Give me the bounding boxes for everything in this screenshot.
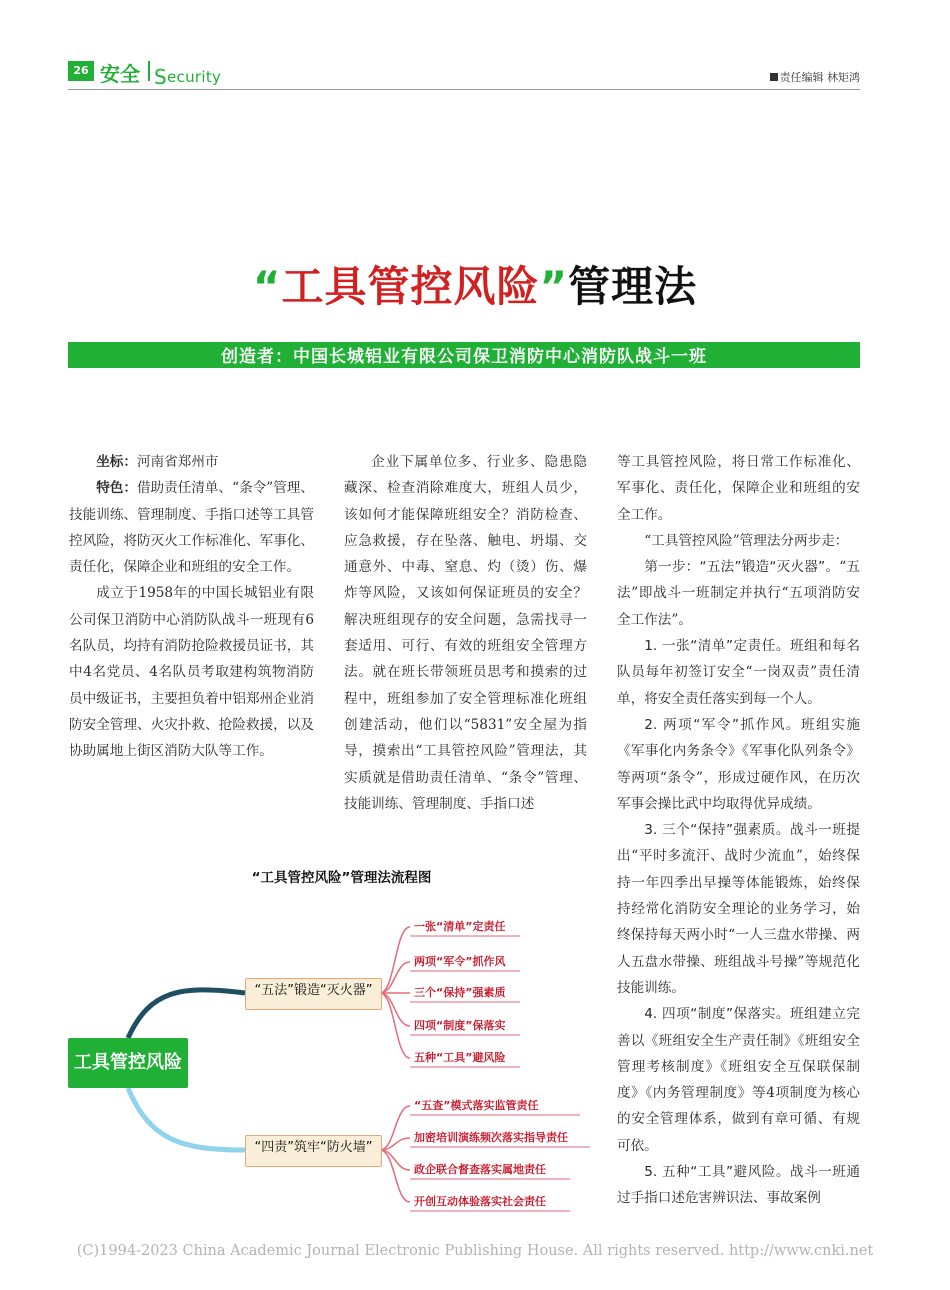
connector-branch2 <box>128 1088 245 1150</box>
mindmap-leaf: 政企联合督查落实属地责任 <box>414 1163 546 1176</box>
feature-label: 特色： <box>96 480 137 497</box>
connector-branch1 <box>128 990 245 1038</box>
feature-text: 借助责任清单、“条令”管理、技能训练、管理制度、手指口述等工具管控风险，将防灭火工作标准化、军事化、责任化，保障企业和班组的安全工作。 <box>69 480 314 576</box>
creator-text: 创造者：中国长城铝业有限公司保卫消防中心消防队战斗一班 <box>221 347 707 367</box>
section-title-cn: 安全 <box>100 62 140 86</box>
title-close-quote: ” <box>539 262 569 311</box>
mindmap-leaf: 加密培训演练频次落实指导责任 <box>414 1131 568 1144</box>
figure-title: “工具管控风险”管理法流程图 <box>251 870 432 886</box>
mindmap-leaf: 一张“清单”定责任 <box>414 920 506 933</box>
mindmap-leaf: 五种“工具”避风险 <box>414 1051 506 1064</box>
coordinate-label: 坐标： <box>96 454 137 470</box>
step-heading: 第一步：“五法”锻造“灭火器”。 <box>644 559 840 576</box>
item-heading: 3. 三个“保持”强素质。 <box>644 822 790 839</box>
step-text: “五法”即战斗一班制定并执行“五项消防安全工作法”。 <box>617 559 860 628</box>
copyright-footer: (C)1994-2023 China Academic Journal Electronic Publishing House. All rights reserved. http://www.cnki.net <box>76 1243 874 1259</box>
mindmap-leaf: 四项“制度”保落实 <box>414 1019 506 1032</box>
connector-leaf <box>380 993 410 1026</box>
item-heading: 4. 四项“制度”保落实。 <box>644 1006 790 1023</box>
mindmap-leaf: “五查”模式落实监管责任 <box>414 1099 539 1112</box>
mindmap-branch-node: “五法”锻造“灭火器” <box>245 978 382 1010</box>
item-heading: 5. 五种“工具”避风险。 <box>644 1164 790 1181</box>
item-text: 战斗一班通过手指口述危害辨识法、事故案例 <box>617 1164 860 1207</box>
connector-leaf <box>380 1150 410 1170</box>
title-highlight: 工具管控风险 <box>281 262 540 311</box>
paragraph: “工具管控风险”管理法分两步走： <box>644 532 849 549</box>
title-open-quote: “ <box>252 262 282 311</box>
paragraph: 等工具管控风险，将日常工作标准化、军事化、责任化，保障企业和班组的安全工作。 <box>617 454 860 523</box>
connector-leaf <box>380 1150 410 1202</box>
section-initial: S <box>154 65 167 89</box>
page-number: 26 <box>68 61 94 81</box>
paragraph: 成立于1958年的中国长城铝业有限公司保卫消防中心消防队战斗一班现有6名队员，均持有消防抢险救援员证书，其中4名党员、4名队员考取建构筑物消防员中级证书，主要担负着中铝郑州企业消防安全管理、火灾扑救、抢险救援，以及协助属地上街区消防大队等工作。 <box>69 585 314 760</box>
paragraph: 企业下属单位多、行业多、隐患隐藏深、检查消除难度大，班组人员少，该如何才能保障班组安全？消防检查、应急救援，存在坠落、触电、坍塌、交通意外、中毒、窒息、灼（烫）伤、爆炸等风险，又该如何保证班员的安全？解决班组现存的安全问题，急需找寻一套适用、可行、有效的班组安全管理方法。就在班长带领班员思考和摸索的过程中，班组参加了安全管理标准化班组创建活动，他们以“5831”安全屋为指导，摸索出“工具管控风险”管理法，其实质就是借助责任清单、“条令”管理、技能训练、管理制度、手指口述 <box>344 454 587 812</box>
mindmap-leaf: 两项“军令”抓作风 <box>414 955 506 968</box>
mindmap-leaf: 开创互动体验落实社会责任 <box>414 1195 546 1208</box>
item-text: 班组和每名队员每年初签订安全“一岗双责”责任清单，将安全责任落实到每一个人。 <box>617 638 860 707</box>
mindmap-leaf: 三个“保持”强素质 <box>414 986 506 999</box>
title-rest: 管理法 <box>568 262 698 311</box>
item-heading: 1. 一张“清单”定责任。 <box>644 638 790 655</box>
connector-leaf <box>380 927 410 993</box>
mindmap-root-node: 工具管控风险 <box>68 1038 188 1088</box>
item-heading: 2. 两项“军令”抓作风。 <box>644 716 802 733</box>
editor-text: 责任编辑 林矩鸿 <box>779 71 860 84</box>
mindmap-branch-node: “四责”筑牢“防火墙” <box>245 1135 382 1167</box>
section-rest: ecurity <box>167 68 222 86</box>
item-text: 班组建立完善以《班组安全生产责任制》《班组安全管理考核制度》《班组安全互保联保制度》《内务管理制度》等4项制度为核心的安全管理体系，做到有章可循、有规可依。 <box>617 1006 860 1154</box>
coordinate-text: 河南省郑州市 <box>136 454 219 470</box>
item-text: 战斗一班提出“平时多流汗、战时少流血”，始终保持一年四季出早操等体能锻炼，始终保持经常化消防安全理论的业务学习，始终保持每天两小时“一人三盘水带操、两人五盘水带操、班组战斗号操”等规范化技能训练。 <box>617 822 860 996</box>
item-text: 班组实施《军事化内务条令》《军事化队列条令》等两项“条令”，形成过硬作风，在历次军事会操比武中均取得优异成绩。 <box>617 716 860 812</box>
connector-leaf <box>380 962 410 993</box>
